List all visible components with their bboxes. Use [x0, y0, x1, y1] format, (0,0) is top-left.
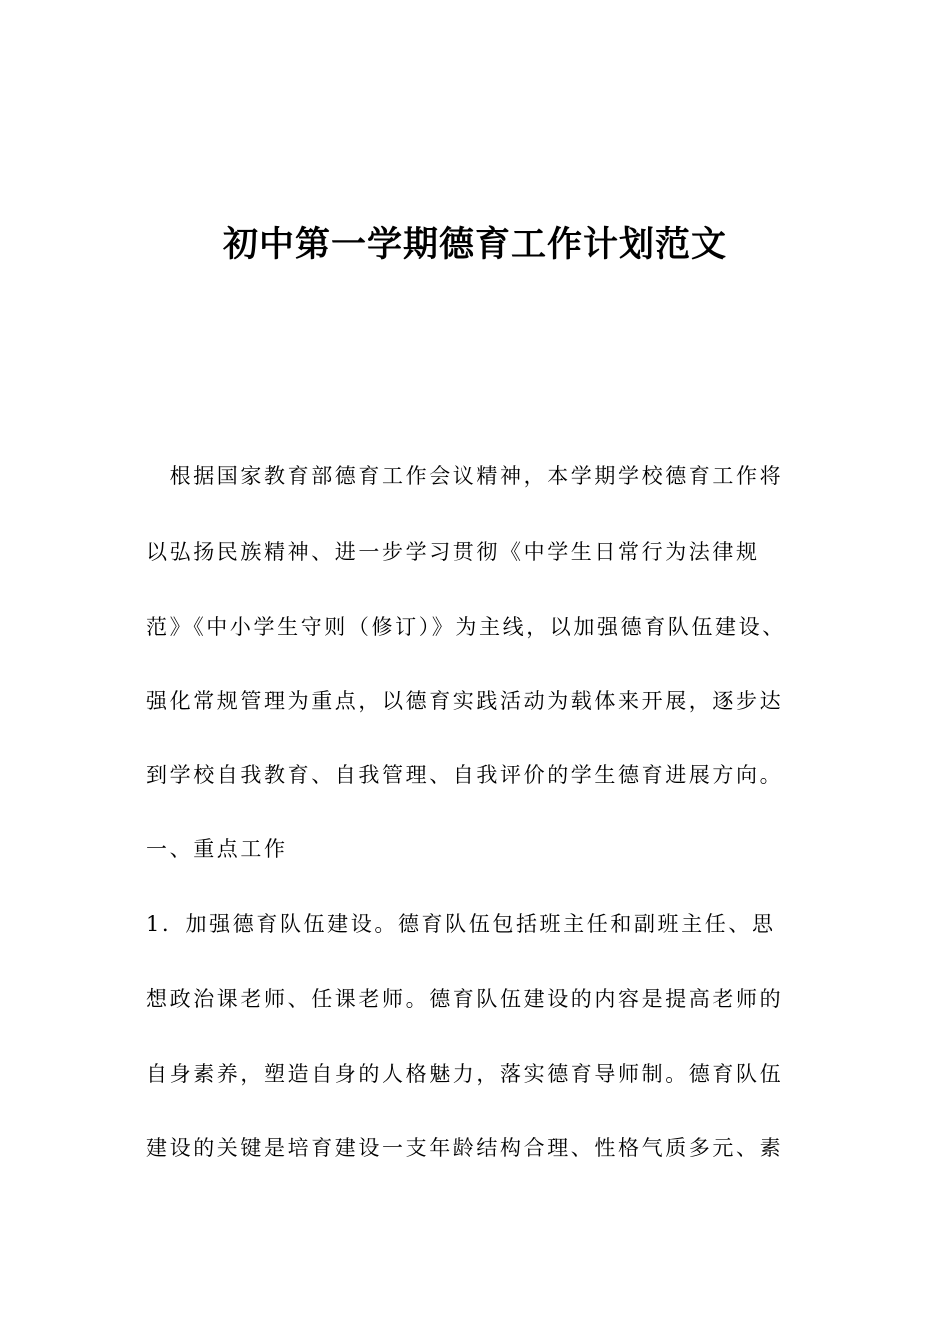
paragraph-line: 强化常规管理为重点，以德育实践活动为载体来开展，逐步达	[146, 689, 784, 713]
paragraph-line: 1．加强德育队伍建设。德育队伍包括班主任和副班主任、思	[146, 912, 776, 936]
paragraph-line: 以弘扬民族精神、进一步学习贯彻《中学生日常行为法律规	[146, 540, 760, 564]
document-title: 初中第一学期德育工作计划范文	[222, 225, 727, 265]
section-heading: 一、重点工作	[146, 837, 288, 861]
paragraph-line: 自身素养，塑造自身的人格魅力，落实德育导师制。德育队伍	[146, 1062, 784, 1086]
paragraph-line: 根据国家教育部德育工作会议精神，本学期学校德育工作将	[146, 464, 784, 488]
paragraph-line: 想政治课老师、任课老师。德育队伍建设的内容是提高老师的	[146, 987, 784, 1011]
paragraph-line: 建设的关键是培育建设一支年龄结构合理、性格气质多元、素	[146, 1136, 784, 1160]
paragraph-line: 范》《中小学生守则（修订）》为主线，以加强德育队伍建设、	[146, 615, 786, 639]
paragraph-line: 到学校自我教育、自我管理、自我评价的学生德育进展方向。	[146, 763, 784, 787]
